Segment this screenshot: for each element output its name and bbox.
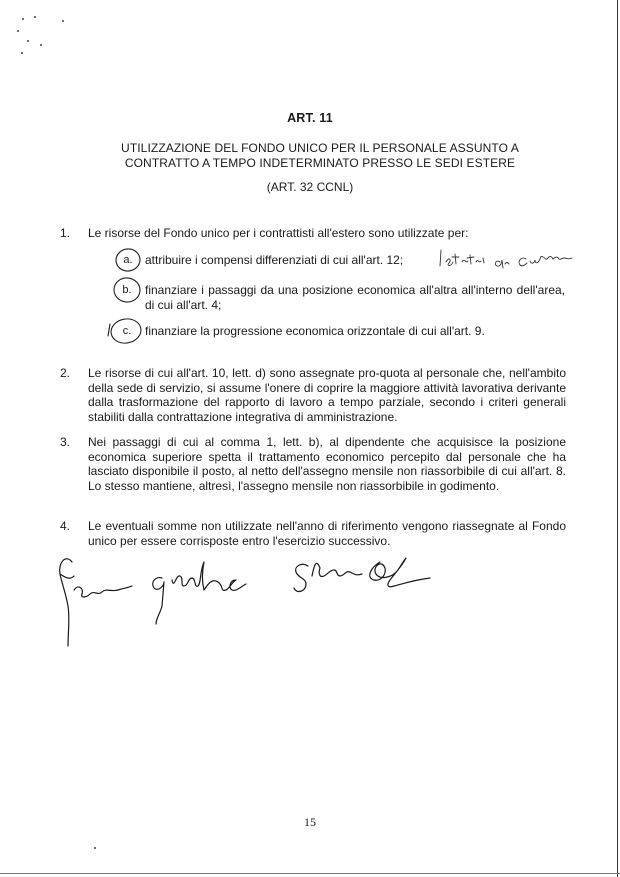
signature-2 xyxy=(153,578,164,624)
signature-2-stroke xyxy=(172,562,246,590)
page-number: 15 xyxy=(304,815,316,829)
article-title: ART. 11 xyxy=(287,111,333,125)
item-b-text: finanziare i passaggi da una posizione economica all'altra all'interno dell'area, di cui all'art. 4; xyxy=(145,283,565,312)
circle-mark-a xyxy=(115,247,142,272)
signatures xyxy=(60,558,430,646)
paragraph-number: 1. xyxy=(60,226,71,240)
signature-1-stroke xyxy=(74,586,132,597)
subtitle-line-2: CONTRATTO A TEMPO INDETERMINATO PRESSO LE SEDI ESTERE xyxy=(124,156,516,170)
paragraph-text: Le eventuali somme non utilizzate nell'anno di riferimento vengono riassegnate al Fondo unico per essere corrisposte entro l'esercizio successivo. xyxy=(88,519,566,548)
paragraph-number: 4. xyxy=(60,519,71,533)
paragraph-text: Le risorse del Fondo unico per i contrattisti all'estero sono utilizzate per: xyxy=(88,226,469,240)
signature-1 xyxy=(60,559,74,646)
paragraph-number: 2. xyxy=(60,366,71,380)
item-letter-a: a. xyxy=(123,254,133,266)
circle-mark-c xyxy=(109,317,143,346)
signature-3 xyxy=(294,563,362,591)
item-c-text: finanziare la progressione economica orizzontale di cui all'art. 9. xyxy=(145,324,485,338)
subtitle-line-1: UTILIZZAZIONE DEL FONDO UNICO PER IL PERSONALE ASSUNTO A xyxy=(121,141,519,155)
circle-mark-c-tail xyxy=(108,324,110,336)
item-letter-b: b. xyxy=(122,284,132,296)
circle-mark-b xyxy=(113,277,141,304)
item-a-text: attribuire i compensi differenziati di cui all'art. 12; xyxy=(145,253,404,267)
signature-4 xyxy=(370,558,430,587)
paragraph-number: 3. xyxy=(60,435,71,449)
article-reference: (ART. 32 CCNL) xyxy=(266,180,354,194)
paragraph-text: Le risorse di cui all'art. 10, lett. d) sono assegnate pro-quota al personale che, nell'ambito della sede di servizio, si assume l'onere di coprire la maggiore attività lavorativa derivante dalla trasformazione del rapporto di lavoro a tempo parziale, secondo i criteri generali stabiliti dalla contrattazione integrativa di amministrazione. xyxy=(88,366,566,424)
handwritten-note xyxy=(440,250,572,268)
paragraph-text: Nei passaggi di cui al comma 1, lett. b), al dipendente che acquisisce la posizione economica superiore spetta il trattamento economico percepito dal personale che ha lasciato disponibile il posto, al netto dell'assegno mensile non riassorbibile di cui all'art. 8. Lo stesso mantiene, altresì, l'assegno mensile non riassorbibile in godimento. xyxy=(88,435,566,493)
item-letter-c: c. xyxy=(122,325,132,337)
